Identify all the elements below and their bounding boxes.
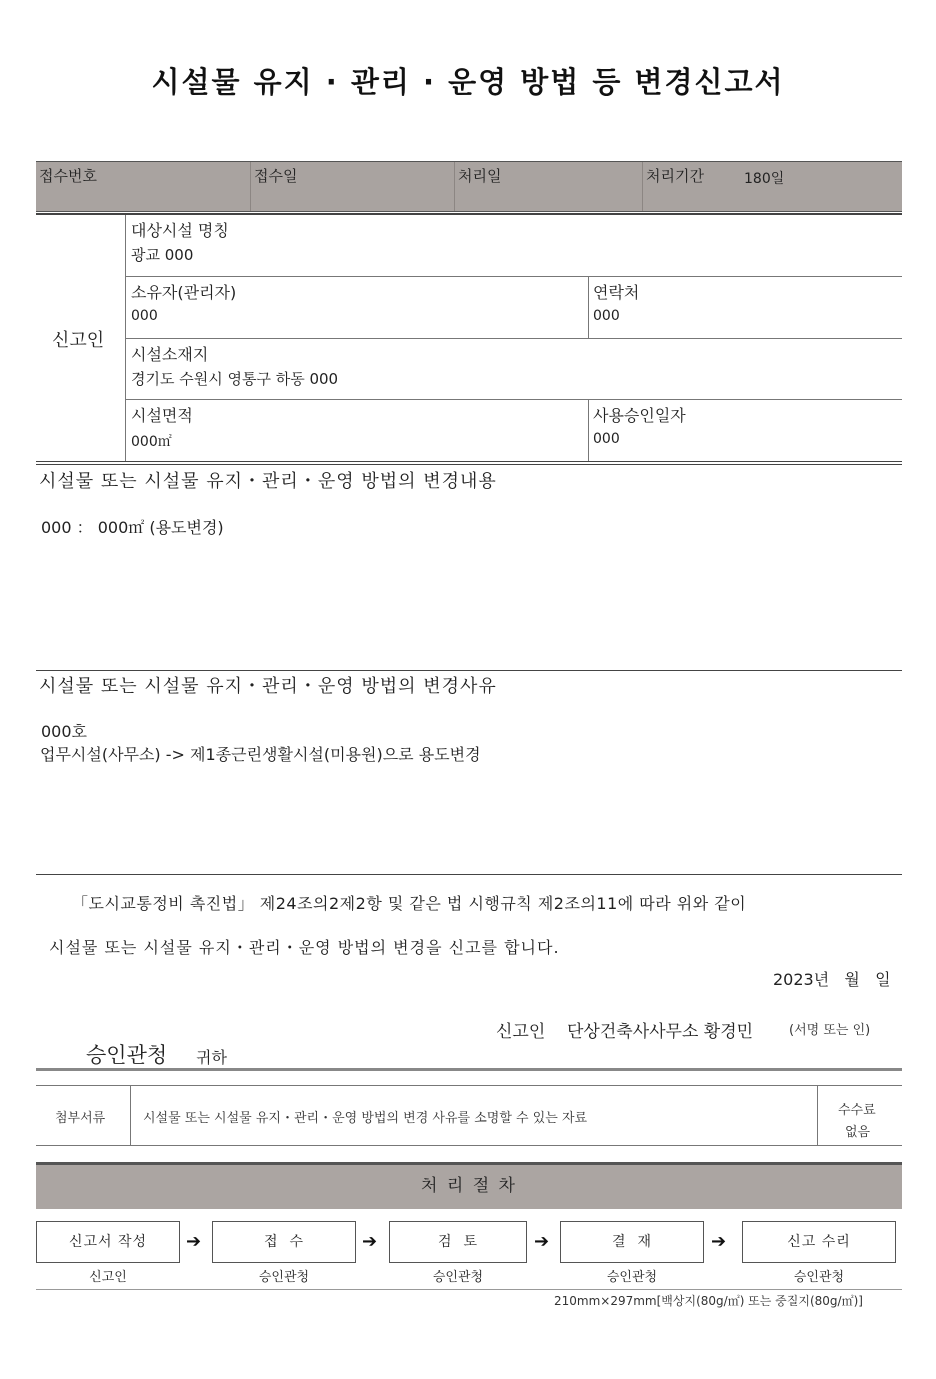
receipt-date-label: 접수일 [254, 167, 298, 185]
contact-value: 000 [593, 308, 620, 324]
step-box-write: 신고서 작성 [36, 1221, 180, 1263]
signature-note: (서명 또는 인) [789, 1023, 871, 1038]
declaration-rule [36, 1068, 902, 1071]
applicant-section-label: 신고인 [52, 330, 105, 351]
signer-name: 단상건축사사무소 황경민 [567, 1022, 754, 1042]
location-label: 시설소재지 [131, 345, 209, 364]
step-actor: 승인관청 [432, 1270, 484, 1285]
attach-col-rule [130, 1086, 131, 1145]
attach-col-rule [817, 1086, 818, 1145]
attachments-text: 시설물 또는 시설물 유지・관리・운영 방법의 변경 사유를 소명할 수 있는 자료 [143, 1111, 588, 1126]
applicant-bottom-rule [36, 461, 902, 462]
change-content-title: 시설물 또는 시설물 유지・관리・운영 방법의 변경내용 [39, 471, 497, 492]
fee-value: 없음 [845, 1125, 871, 1140]
arrow-right-icon: ➔ [186, 1231, 202, 1252]
row-rule [126, 276, 902, 277]
process-period-value: 180일 [744, 171, 785, 187]
area-value: 000㎡ [131, 434, 172, 450]
attach-top-rule [36, 1085, 902, 1086]
step-box-review: 검 토 [389, 1221, 527, 1263]
area-label: 시설면적 [131, 406, 193, 425]
change-reason-line1: 000호 [41, 722, 87, 741]
facility-name-label: 대상시설 명칭 [131, 221, 229, 240]
applicant-bottom-rule-2 [36, 464, 902, 465]
owner-value: 000 [131, 308, 158, 324]
step-actor: 승인관청 [606, 1270, 658, 1285]
procedure-title: 처 리 절 차 [421, 1176, 517, 1196]
declaration-date: 2023년 월 일 [773, 970, 891, 989]
arrow-right-icon: ➔ [362, 1231, 378, 1252]
step-actor: 신고인 [89, 1270, 127, 1285]
paper-spec: 210mm×297mm[백상지(80g/㎡) 또는 중질지(80g/㎡)] [554, 1294, 863, 1308]
footer-rule [36, 1289, 902, 1290]
attachments-label: 첨부서류 [55, 1111, 106, 1126]
signer-label: 신고인 [496, 1022, 546, 1042]
step-actor: 승인관청 [258, 1270, 310, 1285]
row-rule [126, 338, 902, 339]
reason-rule [36, 874, 902, 875]
process-period-cell [642, 162, 903, 211]
process-period-label: 처리기간 [646, 167, 704, 185]
owner-label: 소유자(관리자) [131, 283, 237, 302]
receipt-no-label: 접수번호 [39, 167, 97, 185]
recipient: 승인관청 [86, 1043, 168, 1067]
contact-label: 연락처 [593, 283, 640, 302]
approval-date-value: 000 [593, 431, 620, 447]
facility-name-value: 광교 000 [131, 246, 194, 264]
recipient-suffix: 귀하 [196, 1048, 227, 1067]
process-date-label: 처리일 [458, 167, 502, 185]
process-date-cell [454, 162, 643, 211]
col-rule [588, 400, 589, 461]
step-box-accept: 신고 수리 [742, 1221, 896, 1263]
step-box-approve: 결 재 [560, 1221, 704, 1263]
receipt-no-cell [36, 162, 250, 211]
row-rule [126, 399, 902, 400]
receipt-date-cell [250, 162, 455, 211]
fee-label: 수수료 [838, 1103, 876, 1118]
change-reason-line2: 업무시설(사무소) -> 제1종근린생활시설(미용원)으로 용도변경 [40, 745, 481, 764]
location-value: 경기도 수원시 영통구 하동 000 [131, 370, 339, 388]
change-content-text: 000 ： 000㎡ (용도변경) [41, 518, 224, 537]
applicant-top-rule [36, 213, 902, 215]
procedure-header [36, 1162, 902, 1209]
col-rule [588, 277, 589, 338]
arrow-right-icon: ➔ [534, 1231, 550, 1252]
content-rule [36, 670, 902, 671]
arrow-right-icon: ➔ [711, 1231, 727, 1252]
step-box-receive: 접 수 [212, 1221, 356, 1263]
change-reason-title: 시설물 또는 시설물 유지・관리・운영 방법의 변경사유 [39, 676, 497, 697]
attach-bottom-rule [36, 1145, 902, 1146]
declaration-line2: 시설물 또는 시설물 유지・관리・운영 방법의 변경을 신고를 합니다. [49, 938, 560, 957]
declaration-line1: 「도시교통정비 촉진법」 제24조의2제2항 및 같은 법 시행규칙 제2조의11에 따라 위와 같이 [72, 894, 747, 913]
receipt-header [36, 161, 902, 212]
step-actor: 승인관청 [793, 1270, 845, 1285]
approval-date-label: 사용승인일자 [593, 406, 686, 425]
form-title: 시설물 유지 · 관리 · 운영 방법 등 변경신고서 [151, 65, 785, 99]
